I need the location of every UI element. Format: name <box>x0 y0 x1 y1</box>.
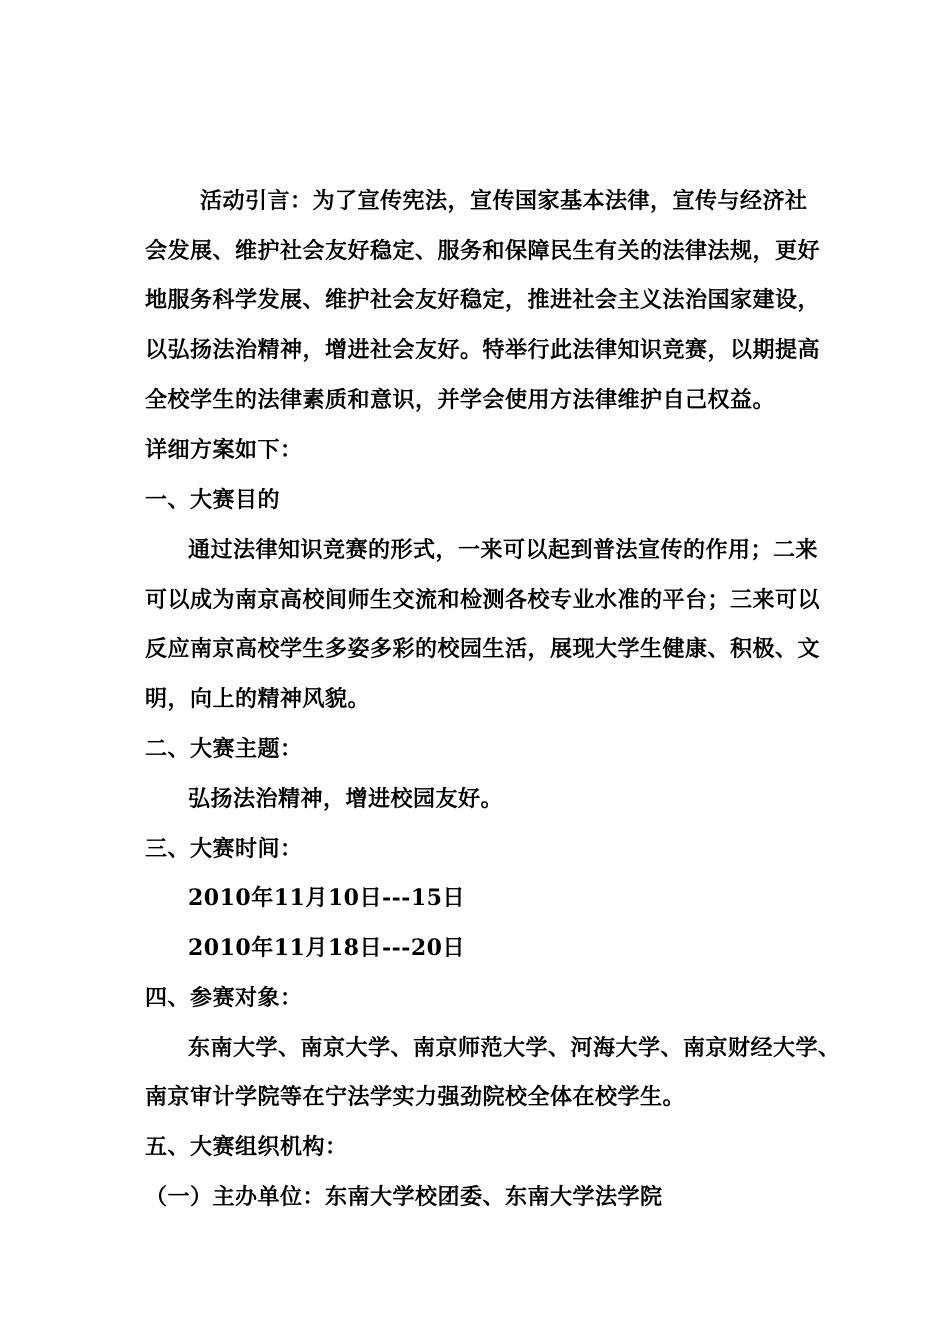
participants-line-1: 东南大学、南京大学、南京师范大学、河海大学、南京财经大学、 <box>188 1035 841 1061</box>
intro-paragraph-line-3: 地服务科学发展、维护社会友好稳定，推进社会主义法治国家建设， <box>145 287 821 313</box>
participants-line-2: 南京审计学院等在宁法学实力强劲院校全体在校学生。 <box>145 1084 686 1110</box>
intro-paragraph-line-2: 会发展、维护社会友好稳定、服务和保障民生有关的法律法规，更好 <box>145 238 821 264</box>
section-heading-participants: 四、参赛对象： <box>145 985 303 1011</box>
intro-paragraph-line-1: 活动引言：为了宣传宪法，宣传国家基本法律，宣传与经济社 <box>200 188 808 214</box>
section-heading-purpose: 一、大赛目的 <box>145 487 281 513</box>
section-heading-organization: 五、大赛组织机构： <box>145 1134 348 1160</box>
purpose-paragraph-line-1: 通过法律知识竞赛的形式，一来可以起到普法宣传的作用；二来 <box>188 537 819 563</box>
section-heading-theme: 二、大赛主题： <box>145 736 303 762</box>
purpose-paragraph-line-3: 反应南京高校学生多姿多彩的校园生活，展现大学生健康、积极、文 <box>145 636 821 662</box>
organizer-line: （一）主办单位：东南大学校团委、东南大学法学院 <box>145 1184 663 1210</box>
time-range-2: 2010年11月18日---20日 <box>188 935 465 961</box>
purpose-paragraph-line-2: 可以成为南京高校间师生交流和检测各校专业水准的平台；三来可以 <box>145 587 821 613</box>
intro-paragraph-line-4: 以弘扬法治精神，增进社会友好。特举行此法律知识竞赛，以期提高 <box>145 337 821 363</box>
section-heading-time: 三、大赛时间： <box>145 836 303 862</box>
theme-text: 弘扬法治精神，增进校园友好。 <box>188 786 504 812</box>
purpose-paragraph-line-4: 明，向上的精神风貌。 <box>145 686 371 712</box>
plan-intro-line: 详细方案如下： <box>145 437 303 463</box>
intro-paragraph-line-5: 全校学生的法律素质和意识，并学会使用方法律维护自己权益。 <box>145 387 776 413</box>
time-range-1: 2010年11月10日---15日 <box>188 885 465 911</box>
